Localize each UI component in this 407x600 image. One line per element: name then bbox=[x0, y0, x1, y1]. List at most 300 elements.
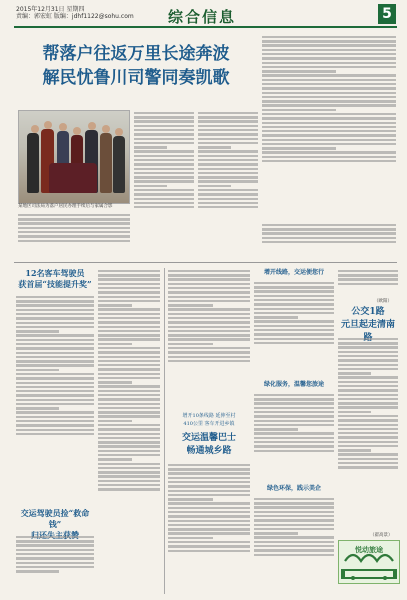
body-text-line bbox=[338, 372, 371, 374]
travel-logo bbox=[338, 540, 400, 584]
body-text-line bbox=[262, 228, 396, 230]
body-text-line bbox=[98, 278, 160, 280]
body-text-line bbox=[168, 468, 250, 470]
body-text-line bbox=[198, 120, 258, 122]
body-text-line bbox=[134, 185, 167, 187]
body-text-line bbox=[254, 445, 334, 447]
body-text-line bbox=[254, 325, 334, 327]
body-text-line bbox=[262, 241, 396, 243]
body-text-line bbox=[198, 150, 258, 152]
body-text-line bbox=[16, 429, 94, 431]
body-text-line bbox=[98, 377, 160, 379]
header-rule bbox=[14, 26, 397, 28]
body-text-line bbox=[198, 185, 231, 187]
body-text-line bbox=[198, 176, 258, 178]
body-text-line bbox=[168, 537, 213, 539]
issue-date: 2015年12月31日 星期四 bbox=[16, 6, 85, 13]
body-text-line bbox=[254, 290, 334, 292]
body-text-line bbox=[16, 317, 94, 319]
logo-text: 悦动旅途 bbox=[355, 546, 383, 554]
body-text-line bbox=[168, 464, 250, 466]
body-text-line bbox=[254, 320, 334, 322]
body-text-line bbox=[98, 291, 160, 293]
bottom-left-column-2 bbox=[98, 268, 160, 594]
body-text-line bbox=[254, 407, 334, 409]
body-text-line bbox=[98, 390, 160, 392]
body-text-line bbox=[168, 520, 250, 522]
body-text-line bbox=[98, 437, 160, 439]
body-text-line bbox=[168, 317, 250, 319]
body-text-line bbox=[198, 163, 258, 165]
body-text-line bbox=[254, 333, 334, 335]
body-text-line bbox=[262, 40, 396, 42]
headline-line: 410公里 客车开进乡镇 bbox=[183, 421, 235, 427]
body-text-line bbox=[16, 347, 94, 349]
body-text-line bbox=[262, 113, 396, 115]
body-text-line bbox=[262, 96, 396, 98]
body-text-line bbox=[98, 326, 160, 328]
body-text-line bbox=[262, 83, 396, 85]
body-text-line bbox=[168, 477, 250, 479]
body-text-line bbox=[134, 138, 194, 140]
body-text-line bbox=[262, 109, 336, 111]
editor-email: jdhf1122@sohu.com bbox=[71, 13, 134, 20]
body-text-line bbox=[98, 458, 132, 460]
photo-caption: 某地区司法局为落户居民办理手续后与家属合影 bbox=[18, 204, 113, 209]
body-text-line bbox=[338, 415, 398, 417]
body-text-line bbox=[254, 536, 334, 538]
body-text-line bbox=[262, 156, 396, 158]
body-text-line bbox=[262, 232, 396, 234]
body-text-line bbox=[134, 202, 194, 204]
new-lines-text bbox=[254, 280, 334, 376]
body-text-line bbox=[98, 287, 160, 289]
body-text-line bbox=[98, 475, 160, 477]
body-text-line bbox=[338, 466, 398, 468]
body-text-line bbox=[98, 300, 160, 302]
headline-line: 获首届“技能提升奖” bbox=[18, 279, 92, 289]
body-text-line bbox=[18, 214, 130, 216]
main-story-column-1 bbox=[134, 110, 194, 256]
body-text-line bbox=[338, 445, 398, 447]
body-text-line bbox=[98, 381, 132, 383]
right-text-upper bbox=[338, 268, 398, 296]
body-text-line bbox=[16, 343, 94, 345]
body-text-line bbox=[254, 541, 334, 543]
body-text-line bbox=[98, 484, 160, 486]
body-text-line bbox=[98, 454, 160, 456]
body-text-line bbox=[98, 424, 160, 426]
column-divider bbox=[164, 268, 165, 594]
body-text-line bbox=[16, 433, 94, 435]
body-text-line bbox=[254, 295, 334, 297]
body-text-line bbox=[168, 283, 250, 285]
body-text-line bbox=[168, 300, 250, 302]
body-text-line bbox=[338, 351, 398, 353]
body-text-line bbox=[98, 360, 160, 362]
body-text-line bbox=[16, 562, 94, 564]
body-text-line bbox=[254, 498, 334, 500]
group-photo bbox=[18, 110, 130, 204]
body-text-line bbox=[16, 553, 94, 555]
body-text-line bbox=[254, 398, 334, 400]
body-text-line bbox=[168, 490, 250, 492]
body-text-line bbox=[254, 394, 334, 396]
body-text-line bbox=[168, 485, 250, 487]
body-text-line bbox=[98, 411, 160, 413]
body-text-line bbox=[168, 524, 250, 526]
body-text-line bbox=[16, 369, 59, 371]
story-headline-skills-award bbox=[16, 268, 94, 290]
body-text-line bbox=[262, 49, 396, 51]
body-text-line bbox=[168, 313, 250, 315]
body-text-line bbox=[16, 566, 94, 568]
main-story-column-2 bbox=[198, 110, 258, 256]
body-text-line bbox=[198, 180, 258, 182]
body-text-line bbox=[338, 355, 398, 357]
body-text-line bbox=[98, 270, 160, 272]
body-text-line bbox=[254, 402, 334, 404]
body-text-line bbox=[262, 160, 396, 162]
body-text-line bbox=[254, 545, 334, 547]
green-service-text bbox=[254, 392, 334, 480]
body-text-line bbox=[168, 296, 250, 298]
body-text-line bbox=[98, 480, 160, 482]
body-text-line bbox=[262, 224, 396, 226]
main-headline-line2: 解民忧鲁川司警同奏凯歌 bbox=[42, 68, 230, 88]
body-text-line bbox=[338, 394, 398, 396]
main-headline-line1: 帮落户往返万里长途奔波 bbox=[42, 44, 230, 64]
headline-line: 12名客车驾驶员 bbox=[25, 268, 85, 278]
body-text-line bbox=[134, 116, 194, 118]
body-text-line bbox=[134, 176, 194, 178]
middle-subheadline bbox=[168, 412, 250, 428]
body-text-line bbox=[338, 270, 398, 272]
body-text-line bbox=[254, 329, 334, 331]
body-text-line bbox=[338, 436, 398, 438]
subhead-eco: 绿色环保，践示美企 bbox=[266, 485, 321, 492]
body-text-line bbox=[198, 155, 258, 157]
body-text-line bbox=[168, 502, 250, 504]
body-text-line bbox=[262, 130, 396, 132]
body-text-line bbox=[254, 299, 334, 301]
body-text-line bbox=[254, 511, 334, 513]
body-text-line bbox=[16, 386, 94, 388]
body-text-line bbox=[262, 117, 396, 119]
body-text-line bbox=[198, 193, 258, 195]
body-text-line bbox=[254, 342, 334, 344]
body-text-line bbox=[16, 390, 94, 392]
top-right-text-column bbox=[262, 34, 396, 220]
issue-info bbox=[16, 6, 134, 20]
body-text-line bbox=[98, 407, 160, 409]
body-text-line bbox=[98, 450, 160, 452]
body-text-line bbox=[338, 364, 398, 366]
body-text-line bbox=[168, 287, 250, 289]
body-text-line bbox=[16, 322, 94, 324]
subhead-green-service: 绿化服务，温馨您旅途 bbox=[263, 381, 324, 388]
body-text-line bbox=[168, 270, 250, 272]
body-text-line bbox=[18, 240, 130, 242]
body-text-line bbox=[16, 313, 94, 315]
body-text-line bbox=[168, 507, 250, 509]
body-text-line bbox=[198, 159, 258, 161]
body-text-line bbox=[168, 291, 250, 293]
body-text-line bbox=[168, 334, 250, 336]
body-text-line bbox=[254, 532, 298, 534]
body-text-line bbox=[338, 432, 398, 434]
main-headline bbox=[16, 42, 256, 90]
body-text-line bbox=[98, 317, 160, 319]
body-text-line bbox=[254, 420, 334, 422]
body-text-line bbox=[98, 467, 160, 469]
body-text-line bbox=[16, 424, 94, 426]
body-text-line bbox=[16, 399, 94, 401]
body-text-line bbox=[338, 381, 398, 383]
body-text-line bbox=[168, 532, 250, 534]
body-text-line bbox=[338, 342, 398, 344]
body-text-line bbox=[18, 231, 130, 233]
body-text-line bbox=[262, 100, 396, 102]
body-text-line bbox=[338, 424, 398, 426]
body-text-line bbox=[98, 308, 160, 310]
body-text-line bbox=[98, 415, 160, 417]
body-text-line bbox=[168, 511, 250, 513]
body-text-line bbox=[168, 528, 250, 530]
body-text-line bbox=[98, 283, 160, 285]
eco-text bbox=[254, 496, 334, 588]
body-text-line bbox=[98, 441, 160, 443]
body-text-line bbox=[98, 373, 160, 375]
body-text-line bbox=[254, 415, 334, 417]
body-text-line bbox=[16, 373, 94, 375]
body-text-line bbox=[98, 334, 160, 336]
body-text-line bbox=[198, 206, 258, 208]
body-text-line bbox=[16, 309, 94, 311]
body-text-line bbox=[16, 360, 94, 362]
body-text-line bbox=[16, 339, 94, 341]
body-text-line bbox=[254, 441, 334, 443]
body-text-line bbox=[254, 502, 334, 504]
body-text-line bbox=[134, 155, 194, 157]
main-story-column-0 bbox=[18, 212, 130, 256]
body-text-line bbox=[98, 274, 160, 276]
headline-line: 公交1路 bbox=[351, 307, 385, 317]
body-text-line bbox=[168, 356, 250, 358]
body-text-line bbox=[262, 36, 396, 38]
body-text-line bbox=[16, 570, 59, 572]
body-text-line bbox=[338, 406, 398, 408]
body-text-line bbox=[262, 87, 396, 89]
body-text-line bbox=[198, 198, 258, 200]
body-text-line bbox=[134, 168, 194, 170]
body-text-line bbox=[98, 471, 160, 473]
skills-award-text bbox=[16, 294, 94, 504]
body-text-line bbox=[262, 53, 396, 55]
body-text-line bbox=[98, 347, 160, 349]
body-text-line bbox=[18, 227, 130, 229]
middle-text-upper bbox=[168, 268, 250, 408]
body-text-line bbox=[134, 172, 194, 174]
bus-route-text bbox=[338, 336, 398, 530]
body-text-line bbox=[16, 364, 94, 366]
body-text-line bbox=[134, 146, 167, 148]
body-text-line bbox=[254, 424, 334, 426]
body-text-line bbox=[98, 463, 160, 465]
body-text-line bbox=[168, 321, 250, 323]
body-text-line bbox=[134, 120, 194, 122]
body-text-line bbox=[168, 351, 250, 353]
body-text-line bbox=[168, 494, 250, 496]
body-text-line bbox=[254, 515, 334, 517]
body-text-line bbox=[98, 304, 132, 306]
body-text-line bbox=[254, 554, 334, 556]
returned-money-text bbox=[16, 534, 94, 594]
body-text-line bbox=[254, 524, 334, 526]
body-text-line bbox=[198, 202, 258, 204]
body-text-line bbox=[16, 540, 94, 542]
body-text-line bbox=[98, 403, 160, 405]
body-text-line bbox=[168, 550, 250, 552]
body-text-line bbox=[338, 398, 398, 400]
body-text-line bbox=[16, 557, 94, 559]
body-text-line bbox=[338, 359, 398, 361]
body-text-line bbox=[198, 168, 258, 170]
body-text-line bbox=[98, 351, 160, 353]
body-text-line bbox=[98, 330, 160, 332]
body-text-line bbox=[16, 296, 94, 298]
body-text-line bbox=[16, 416, 94, 418]
body-text-line bbox=[16, 411, 94, 413]
body-text-line bbox=[98, 356, 160, 358]
body-text-line bbox=[338, 462, 398, 464]
body-text-line bbox=[16, 394, 94, 396]
body-text-line bbox=[198, 129, 258, 131]
body-text-line bbox=[254, 428, 298, 430]
body-text-line bbox=[16, 403, 94, 405]
body-text-line bbox=[98, 420, 132, 422]
body-text-line bbox=[262, 126, 396, 128]
body-text-line bbox=[338, 274, 398, 276]
body-text-line bbox=[134, 163, 194, 165]
body-text-line bbox=[134, 180, 194, 182]
body-text-line bbox=[254, 519, 334, 521]
body-text-line bbox=[134, 112, 194, 114]
body-text-line bbox=[168, 338, 250, 340]
body-text-line bbox=[168, 360, 250, 362]
author-credit: （欧阳） bbox=[374, 299, 392, 304]
body-text-line bbox=[262, 57, 396, 59]
body-text-line bbox=[168, 343, 213, 345]
body-text-line bbox=[16, 304, 94, 306]
body-text-line bbox=[168, 326, 250, 328]
body-text-line bbox=[16, 420, 94, 422]
body-text-line bbox=[168, 472, 250, 474]
body-text-line bbox=[134, 125, 194, 127]
body-text-line bbox=[338, 453, 398, 455]
body-text-line bbox=[168, 481, 250, 483]
body-text-line bbox=[338, 346, 398, 348]
body-text-line bbox=[98, 394, 160, 396]
body-text-line bbox=[262, 147, 336, 149]
body-text-line bbox=[254, 286, 334, 288]
body-text-line bbox=[18, 222, 130, 224]
body-text-line bbox=[134, 193, 194, 195]
body-text-line bbox=[254, 303, 334, 305]
body-text-line bbox=[254, 437, 334, 439]
main-story-column-3 bbox=[262, 222, 396, 256]
body-text-line bbox=[16, 536, 94, 538]
body-text-line bbox=[168, 545, 250, 547]
subhead-new-lines: 增开线路，交运便您行 bbox=[263, 269, 324, 276]
body-text-line bbox=[338, 368, 398, 370]
body-text-line bbox=[168, 347, 250, 349]
body-text-line bbox=[98, 296, 160, 298]
author-credit: （翟高景） bbox=[370, 533, 393, 538]
body-text-line bbox=[134, 189, 194, 191]
editor-line: 责编：郭宏虹 版编： bbox=[16, 13, 72, 20]
body-text-line bbox=[198, 172, 258, 174]
body-text-line bbox=[262, 139, 396, 141]
body-text-line bbox=[254, 338, 334, 340]
page-number: 5 bbox=[378, 4, 396, 24]
body-text-line bbox=[262, 79, 396, 81]
body-text-line bbox=[338, 278, 398, 280]
body-text-line bbox=[254, 432, 334, 434]
body-text-line bbox=[198, 125, 258, 127]
body-text-line bbox=[168, 541, 250, 543]
body-text-line bbox=[262, 143, 396, 145]
body-text-line bbox=[16, 334, 94, 336]
body-text-line bbox=[168, 278, 250, 280]
body-text-line bbox=[134, 142, 194, 144]
body-text-line bbox=[338, 385, 398, 387]
body-text-line bbox=[98, 338, 160, 340]
body-text-line bbox=[98, 385, 160, 387]
body-text-line bbox=[98, 364, 160, 366]
body-text-line bbox=[338, 338, 398, 340]
body-text-line bbox=[16, 549, 94, 551]
body-text-line bbox=[262, 44, 396, 46]
body-text-line bbox=[134, 206, 194, 208]
body-text-line bbox=[338, 441, 398, 443]
body-text-line bbox=[262, 70, 336, 72]
body-text-line bbox=[16, 326, 94, 328]
body-text-line bbox=[98, 445, 160, 447]
body-text-line bbox=[98, 321, 160, 323]
body-text-line bbox=[254, 528, 334, 530]
body-text-line bbox=[262, 62, 396, 64]
body-text-line bbox=[198, 142, 258, 144]
body-text-line bbox=[134, 129, 194, 131]
body-text-line bbox=[338, 428, 398, 430]
body-text-line bbox=[198, 138, 258, 140]
body-text-line bbox=[168, 330, 250, 332]
body-text-line bbox=[98, 398, 160, 400]
body-text-line bbox=[262, 151, 396, 153]
body-text-line bbox=[16, 330, 59, 332]
body-text-line bbox=[338, 283, 398, 285]
body-text-line bbox=[262, 104, 396, 106]
middle-text-lower bbox=[168, 462, 250, 594]
body-text-line bbox=[338, 389, 398, 391]
body-text-line bbox=[168, 498, 213, 500]
body-text-line bbox=[254, 312, 334, 314]
body-text-line bbox=[134, 133, 194, 135]
body-text-line bbox=[98, 428, 160, 430]
headline-line: 畅通城乡路 bbox=[186, 446, 232, 456]
body-text-line bbox=[98, 313, 160, 315]
